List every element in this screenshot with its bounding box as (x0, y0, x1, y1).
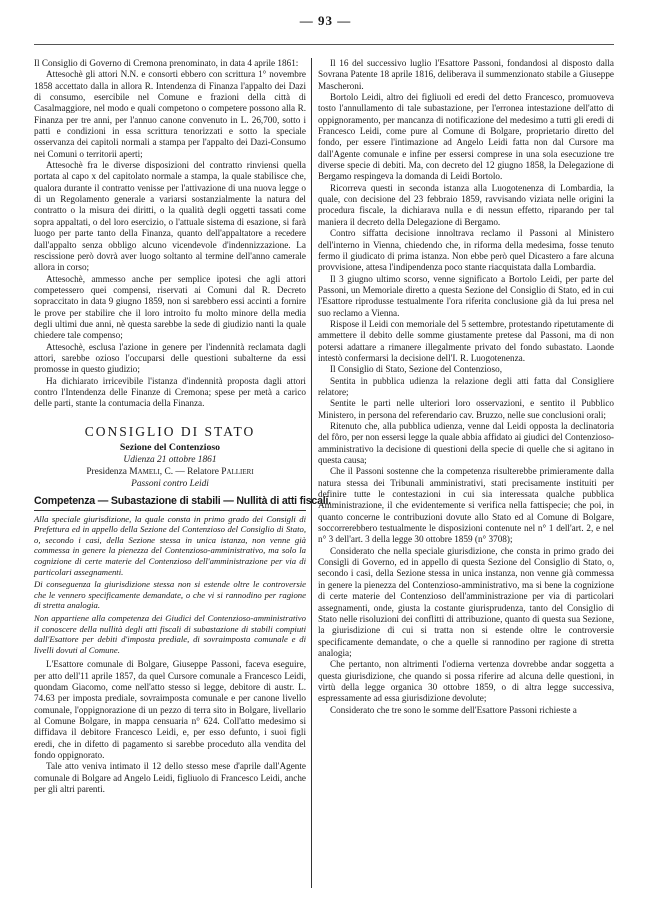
relatore-name: Pallieri (221, 466, 254, 477)
paragraph: Attesochè gli attori N.N. e consorti ebbero con scrittura 1° novembre 1858 accettato dalla in allora R. Intendenza di Finanza l'appalto dei Dazi di consumo, esercibile nel Comune e frazioni della città di Casalmaggiore, nel modo e quali competono o competere possono alla R. Finanza per tre anni, per l'annuo canone convenuto in L. 26,700, sotto i patti e condizioni in essa scrittura tenorizzati e sotto la speciale osservanza dei capitoli normali a stampa per l'appalto dei Dazi-Consumo nei Comuni o territorii aperti; (34, 69, 306, 159)
paragraph: Bortolo Leidi, altro dei figliuoli ed eredi del detto Francesco, promuoveva tosto l'annullamento di tale subastazione, per l'erronea intestazione dell'atto di oppignoramento, per mancanza di notificazione del medesimo a tutti gli eredi di Francesco Leidi, come pure al Comune di Bolgare, proprietario diretto del fondo, per essere l'intimazione ad Angelo Leidi fatta non dal Cursore ma dall'Agente comunale e infine per essersi comprese in una sola esecuzione tre diverse specie di debiti. Ma, con decreto del 12 giugno 1858, la Delegazione di Bergamo respingeva la domanda di Leidi Bortolo. (318, 92, 614, 182)
paragraph: Il Consiglio di Stato, Sezione del Contenzioso, (330, 364, 502, 375)
paragraph: Il Consiglio di Governo di Cremona prenominato, in data 4 aprile 1861: (34, 58, 299, 68)
paragraph: Rispose il Leidi con memoriale del 5 settembre, protestando ripetutamente di ammettere il debito delle somme giustamente pretese dal Passoni, ma di non potersi adattare a rimanere illegalmente privato del fondo subastato. Laonde intestò confermarsi la decisione dell'I. R. Luogotenenza. (318, 318, 614, 363)
president-name: Mameli (129, 466, 160, 477)
header-rule (34, 44, 614, 45)
paragraph: L'Esattore comunale di Bolgare, Giuseppe Passoni, faceva eseguire, per atto dell'11 aprile 1857, da quel Cursore comunale a Francesco Leidi, quondam Giacomo, come nell'atto stesso si legge, debitore di austr. L. 74.63 per imposta prediale, sovraimposta comunale e per canone livello comunale, l'oppignorazione di un pezzo di terra sito in Bolgare, livellario al Comune Bolgare, in mappa censuaria n° 624. Coll'atto medesimo si diffidava il debitore Francesco Leidi, e, per esso defunto, i suoi figli eredi, che in difetto di pagamento si sarebbe proceduto alla vendita del fondo oppignorato. (34, 659, 306, 761)
paragraph: Ritenuto che, alla pubblica udienza, venne dal Leidi opposta la declinatoria del fôro, per non essersi legge la quale abbia affidato ai giudici del Contenzioso-amministrativo la decisione di questioni della specie di quelle che si agitano in questa causa; (318, 421, 614, 466)
paragraph: Considerato che nella speciale giurisdizione, che consta in primo grado dei Consigli di Governo, ed in appello di questa Sezione del Consiglio di Stato, o, secondo i casi, della Sezione stessa in unica instanza, non venne già commessa in genere la pienezza del Contenzioso-amministrativo, ma si bene la cognizione di certe materie del Contenzioso dell'amministrazione per via di particolari assegnamenti, onde, giusta la costante giurisprudenza, tanto del Consiglio di Stato nelle risoluzioni dei conflitti di attribuzione, quanto di questa sua Sezione, la giurisdizione di cui si tratta non si estende oltre le controversie specificamente demandate, o che a quelle si rannodino per ragione di stretta analogia; (318, 545, 614, 658)
maxim-paragraph: Non appartiene alla competenza dei Giudici del Contenzioso-amministrativo il conoscere della nullità degli atti fiscali di subastazione di stabili compiuti dall'Esattore per debiti d'imposta prediale, di sovraimposta comunale e di livelli dovuti al Comune. (34, 613, 306, 655)
paragraph: Che pertanto, non altrimenti l'odierna vertenza dovrebbe andar soggetta a questa giurisdizione, che quando si possa riferire ad alcuna delle questioni, in virtù della legge organica 30 ottobre 1859, o di altra legge successiva, espressamente ad essa giurisdizione devolute; (318, 659, 614, 704)
subject-rule (34, 510, 306, 511)
paragraph: Il 3 giugno ultimo scorso, venne significato a Bortolo Leidi, per parte del Passoni, un Memoriale diretto a questa Sezione del Consiglio di Stato, ed in cui l'Esattore riprodusse testualmente l'ora riferita conclusione già da lui presa nel suo reclamo a Vienna. (318, 273, 614, 318)
paragraph: Ha dichiarato irricevibile l'istanza d'indennità proposta dagli attori contro l'Intendenza delle Finanze di Cremona; spese per metà a carico delle parti, stante la contumacia della Finanza. (34, 375, 306, 409)
presidency-label: Presidenza (86, 466, 127, 477)
left-column (34, 58, 332, 796)
section-title: CONSIGLIO DI STATO (84, 423, 256, 439)
paragraph: Ricorreva questi in seconda istanza alla Luogotenenza di Lombardia, la quale, con decisione del 23 febbraio 1859, ravvisando viziata nelle origini la procedura fiscale, la dichiarava nulla e di nessun effetto, riparando per tal maniera il decreto della Delegazione di Bergamo. (318, 182, 614, 227)
paragraph: Attesochè, esclusa l'azione in genere per l'indennità reclamata dagli attori, sarebbe ozioso l'occuparsi delle questioni subalterne da essi promosse in questo giudizio; (34, 341, 306, 375)
paragraph: Che il Passoni sostenne che la competenza risulterebbe primieramente dalla natura stessa dei Tribunali amministrativi, stati precisamente instituiti per definire tutte le contestazioni in cui sia interessata qualche pubblica Amministrazione, il che evidentemente si verifica nella fattispecie; che poi, in quanto concerne le contribuzioni dovute allo Stato ed al Comune di Bolgare, soccorrerebbero testualmente le disposizioni contenute nel n° 1 dell'art. 2, e nel n° 3 dell'art. 3 della legge 30 ottobre 1859 (n° 3708); (318, 466, 614, 545)
page-number: — 93 — (299, 13, 352, 28)
presidency-line (34, 467, 306, 477)
maxim-paragraph: Di conseguenza la giurisdizione stessa non si estende oltre le controversie che le vennero specificamente demandate, o che vi si rannodino per ragione di stretta analogia. (34, 579, 306, 611)
paragraph: Sentita in pubblica udienza la relazione degli atti fatta dal Consigliere relatore; (318, 375, 614, 397)
section-subtitle: Sezione del Contenzioso (119, 441, 221, 453)
paragraph: Contro siffatta decisione innoltrava reclamo il Passoni al Ministero dell'interno in Vienna, chiedendo che, in riforma della medesima, fosse tenuto fermo il giudicato di prima istanza. Non ebbe però quel Dicastero a fare alcuna provvisione, attesa l'indipendenza poco stante riacquistata dalla Lombardia. (318, 228, 614, 273)
paragraph: Tale atto veniva intimato il 12 dello stesso mese d'aprile dall'Agente comunale di Bolgare ad Angelo Leidi, figliuolo di Francesco Leidi, anche per gli altri parenti. (34, 761, 306, 795)
parties: Passoni contro Leidi (131, 478, 209, 489)
presidency-suffix: , C. — Relatore (159, 466, 219, 477)
legal-maxim (34, 514, 306, 656)
right-column (318, 58, 614, 716)
paragraph: Il 16 del successivo luglio l'Esattore Passoni, fondandosi al disposto dalla Sovrana Patente 18 aprile 1816, deliberava il summenzionato stabile a Giuseppe Mascheroni. (318, 58, 614, 91)
case-subject: Competenza — Subastazione di stabili — Nullità di atti fiscali. (34, 494, 332, 507)
maxim-paragraph: Alla speciale giurisdizione, la quale consta in primo grado dei Consigli di Prefettura ed in appello della Sezione del Contenzioso del Consiglio di Stato, o, secondo i casi, della Sezione stessa in unica istanza, non venne già commessa in genere la pienezza del Contenzioso-amministrativo, ma solo la cognizione di certe materie del Contenzioso dell'amministrazione per via di particolari assegnamenti. (34, 513, 306, 577)
paragraph: Attesochè fra le diverse disposizioni del contratto rinviensi quella portata al capo x del capitolato normale a stampa, la quale stabilisce che, qualora durante il contratto venisse per l'attivazione di una nuova legge o di un Regolamento generale a variarsi sostanzialmente la natura del contratto o la misura dei diritti, o la qualità degli oggetti tassati come sopra appaltati, o del loro esercizio, o l'attuale sistema di esazione, si farà luogo per parte tanto della Finanza, quanto dell'appaltatore a recedere dall'appalto senza obbligo alcuno vicendevole d'indennizzazione. La rescissione però dovrà aver luogo soltanto al termine dell'anno camerale allora in corso; (34, 160, 306, 273)
paragraph: Sentite le parti nelle ulteriori loro osservazioni, e sentito il Pubblico Ministero, in persona del referendario cav. Bruzzo, nelle sue conclusioni orali; (318, 398, 614, 420)
paragraph: Considerato che tre sono le somme dell'Esattore Passoni richieste a (330, 704, 577, 715)
hearing-date: Udienza 21 ottobre 1861 (123, 454, 217, 465)
section-header (34, 424, 306, 489)
paragraph: Attesochè, ammesso anche per semplice ipotesi che agli attori competessero quei compensi, riservati ai Comuni dal R. Decreto sopraccitato in data 9 giugno 1859, non si sarebbero essi accinti a fornire le prove per stabilire che il loro introito fu molto minore della media degli ultimi due anni, nè questa sarebbe la sede di giudizio nanti la quale chiedere tale compenso; (34, 273, 306, 341)
column-divider (311, 58, 312, 888)
